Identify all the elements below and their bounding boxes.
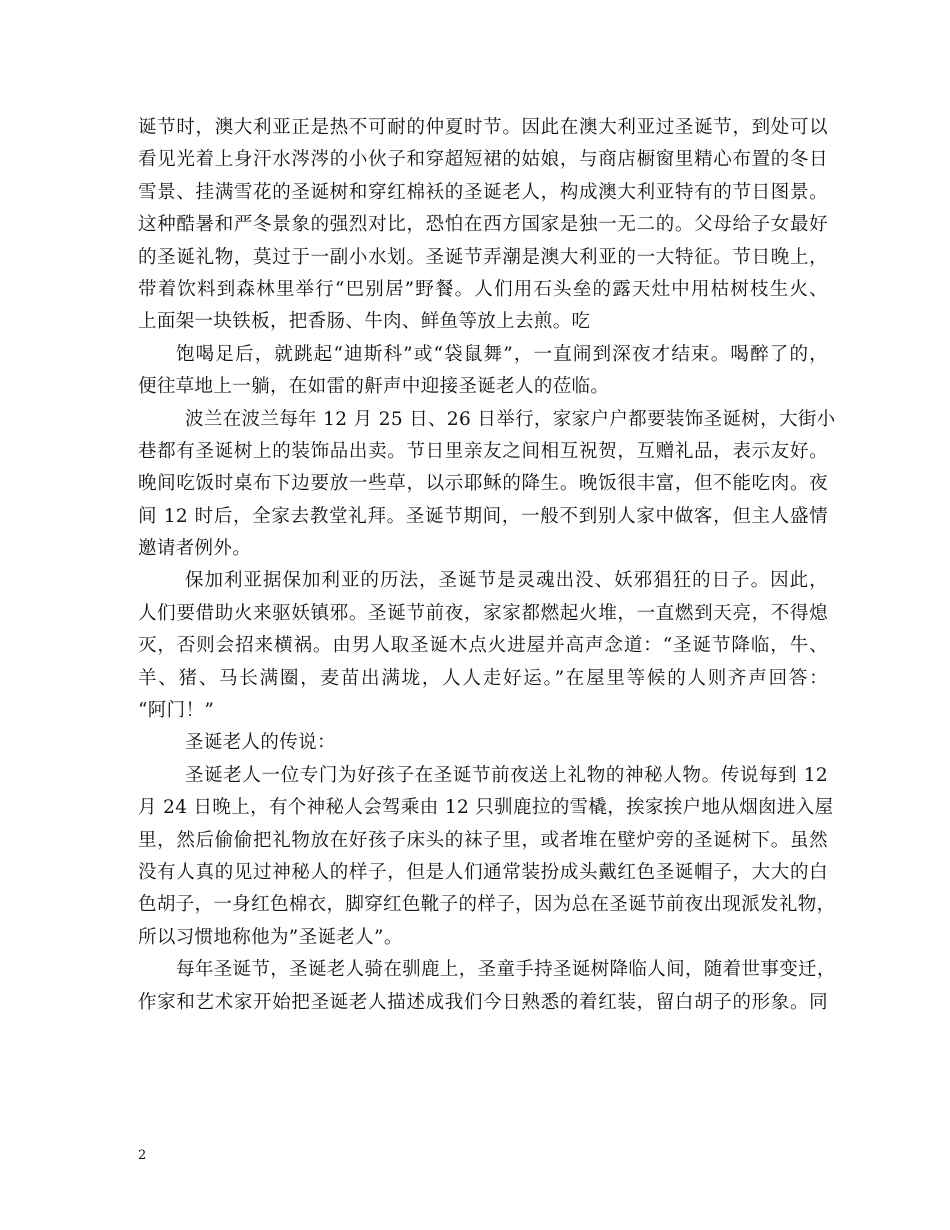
text-line: 没有人真的见过神秘人的样子，但是人们通常装扮成头戴红色圣诞帽子，大大的白 [138,861,828,883]
text-line: 保加利亚据保加利亚的历法，圣诞节是灵魂出没、妖邪猖狂的日子。因此， [185,570,828,592]
text-line: 雪景、挂满雪花的圣诞树和穿红棉袄的圣诞老人，构成澳大利亚特有的节日图景。 [138,181,828,203]
text-line: 所以习惯地称他为”圣诞老人”。 [138,926,403,948]
text-line: 色胡子，一身红色棉衣，脚穿红色靴子的样子，因为总在圣诞节前夜出现派发礼物， [138,894,836,916]
text-line: 邀请者例外。 [138,538,252,560]
text-line: 饱喝足后，就跳起“迪斯科”或“袋鼠舞”，一直闹到深夜才结束。喝醉了的， [176,343,828,365]
page-number: 2 [138,1148,147,1163]
text-line: 羊、猪、马长满圈，麦苗出满垅，人人走好运。”在屋里等候的人则齐声回答： [138,667,828,689]
text-line: 人们要借助火来驱妖镇邪。圣诞节前夜，家家都燃起火堆，一直燃到天亮，不得熄 [138,602,828,624]
text-line: 里，然后偷偷把礼物放在好孩子床头的袜子里，或者堆在壁炉旁的圣诞树下。虽然 [138,829,828,851]
text-line: 看见光着上身汗水涔涔的小伙子和穿超短裙的姑娘，与商店橱窗里精心布置的冬日 [138,149,828,171]
text-line: 圣诞老人的传说： [185,732,336,754]
text-line: “阿门！” [138,700,215,722]
text-line: 带着饮料到森林里举行“巴别居”野餐。人们用石头垒的露天灶中用枯树枝生火、 [138,278,828,300]
text-line: 晚间吃饭时桌布下边要放一些草，以示耶稣的降生。晚饭很丰富，但不能吃肉。夜 [138,473,828,495]
text-line: 灭，否则会招来横祸。由男人取圣诞木点火进屋并高声念道：“圣诞节降临，牛、 [138,635,828,657]
text-line: 每年圣诞节，圣诞老人骑在驯鹿上，圣童手持圣诞树降临人间，随着世事变迁， [176,959,836,981]
text-line: 作家和艺术家开始把圣诞老人描述成我们今日熟悉的着红装，留白胡子的形象。同 [138,991,828,1013]
text-line: 间 12 时后，全家去教堂礼拜。圣诞节期间，一般不到别人家中做客，但主人盛情 [138,505,828,527]
text-line: 上面架一块铁板，把香肠、牛肉、鲜鱼等放上去煎。吃 [138,311,591,333]
text-line: 波兰在波兰每年 12 月 25 日、26 日举行，家家户户都要装饰圣诞树，大街小 [185,408,836,430]
text-line: 圣诞老人一位专门为好孩子在圣诞节前夜送上礼物的神秘人物。传说每到 12 [185,764,828,786]
text-line: 这种酷暑和严冬景象的强烈对比，恐怕在西方国家是独一无二的。父母给子女最好 [138,214,828,236]
text-line: 便往草地上一躺，在如雷的鼾声中迎接圣诞老人的莅临。 [138,376,610,398]
body-text [138,112,836,1019]
text-line: 诞节时，澳大利亚正是热不可耐的仲夏时节。因此在澳大利亚过圣诞节，到处可以 [138,117,828,138]
text-line: 巷都有圣诞树上的装饰品出卖。节日里亲友之间相互祝贺，互赠礼品，表示友好。 [138,440,828,462]
text-line: 的圣诞礼物，莫过于一副小水划。圣诞节弄潮是澳大利亚的一大特征。节日晚上， [138,246,828,268]
text-line: 月 24 日晚上，有个神秘人会驾乘由 12 只驯鹿拉的雪橇，挨家挨户地从烟囱进入屋 [138,797,834,819]
